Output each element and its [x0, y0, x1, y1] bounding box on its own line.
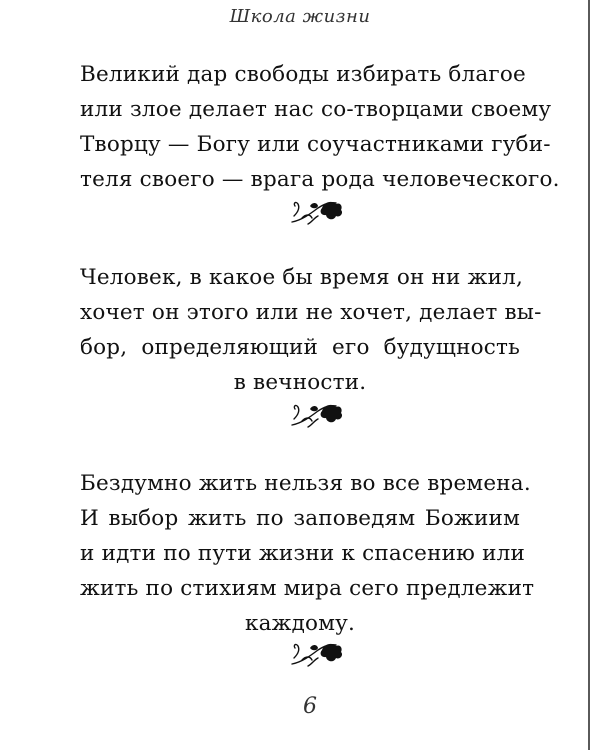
vine-leaf-ornament-icon — [288, 194, 344, 228]
paragraph-line: И выбор жить по заповедям Божиим — [80, 506, 520, 531]
paragraph-1 — [80, 57, 560, 197]
vine-leaf-ornament-icon — [288, 636, 344, 670]
paragraph-line: и идти по пути жизни к спасению или — [80, 541, 526, 566]
paragraph-line: теля своего — врага рода человеческого. — [80, 167, 560, 192]
page-number: 6 — [303, 694, 317, 719]
running-head: Школа жизни — [229, 6, 371, 27]
paragraph-line: Человек, в какое бы время он ни жил, — [80, 265, 524, 290]
paragraph-line: Бездумно жить нельзя во все времена. — [80, 471, 531, 496]
paragraph-line: жить по стихиям мира сего предлежит — [80, 576, 535, 601]
paragraph-3 — [80, 466, 535, 641]
paragraph-line: или злое делает нас со-творцами своему — [80, 97, 552, 122]
paragraph-line: в вечности. — [233, 370, 367, 395]
paragraph-line: Творцу — Богу или соучастниками губи- — [80, 132, 551, 157]
paragraph-line: бор, определяющий его будущность — [80, 335, 520, 360]
vine-leaf-ornament-icon — [288, 397, 344, 431]
paragraph-2 — [80, 260, 542, 400]
paragraph-line: каждому. — [244, 611, 356, 636]
page-edge-line — [588, 0, 590, 750]
paragraph-line: хочет он этого или не хочет, делает вы- — [80, 300, 542, 325]
paragraph-line: Великий дар свободы избирать благое — [80, 62, 526, 87]
